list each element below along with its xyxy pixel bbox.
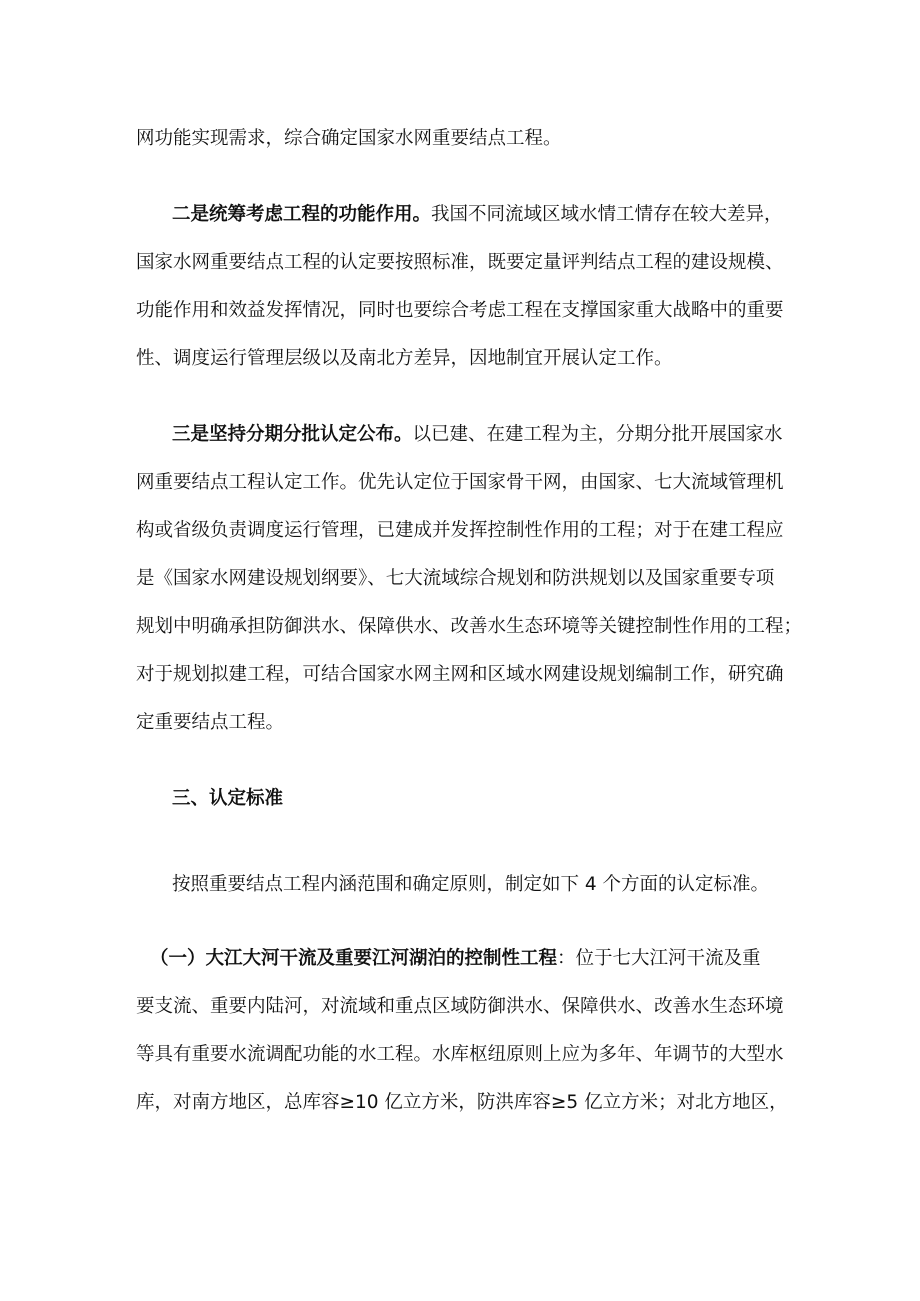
paragraph-3-line-5: 规划中明确承担防御洪水、保障供水、改善水生态环境等关键控制性作用的工程； [136, 616, 803, 637]
paragraph-5-line-4: 库，对南方地区，总库容≥10 亿立方米，防洪库容≥5 亿立方米；对北方地区， [136, 1092, 788, 1113]
paragraph-3-line-3: 构或省级负责调度运行管理，已建成并发挥控制性作用的工程；对于在建工程应 [136, 520, 784, 541]
paragraph-5-line-2: 要支流、重要内陆河，对流域和重点区域防御洪水、保障供水、改善水生态环境 [136, 996, 784, 1017]
paragraph-3-text: 以已建、在建工程为主，分期分批开展国家水 [412, 424, 783, 445]
paragraph-5-lead: （一）大江大河干流及重要江河湖泊的控制性工程 [150, 948, 558, 969]
paragraph-2-text: 我国不同流域区域水情工情存在较大差异， [431, 204, 783, 225]
paragraph-2-line-4: 性、调度运行管理层级以及南北方差异，因地制宜开展认定工作。 [136, 348, 673, 369]
paragraph-5-text: ：位于七大江河干流及重 [557, 948, 761, 969]
paragraph-3-line-4: 是《国家水网建设规划纲要》、七大流域综合规划和防洪规划以及国家重要专项 [136, 568, 775, 589]
paragraph-2-line-2: 国家水网重要结点工程的认定要按照标准，既要定量评判结点工程的建设规模、 [136, 252, 784, 273]
paragraph-3-line-6: 对于规划拟建工程，可结合国家水网主网和区域水网建设规划编制工作，研究确 [136, 664, 784, 685]
section-heading: 三、认定标准 [172, 788, 284, 809]
paragraph-4-line-1: 按照重要结点工程内涵范围和确定原则，制定如下 4 个方面的认定标准。 [172, 874, 770, 895]
paragraph-2-line-3: 功能作用和效益发挥情况，同时也要综合考虑工程在支撑国家重大战略中的重要 [136, 300, 784, 321]
paragraph-1-line-1: 网功能实现需求，综合确定国家水网重要结点工程。 [136, 128, 562, 149]
paragraph-3-line-7: 定重要结点工程。 [136, 712, 285, 733]
paragraph-2-line-1 [172, 202, 783, 228]
paragraph-2-lead: 二是统筹考虑工程的功能作用。 [172, 204, 432, 225]
paragraph-3-lead: 三是坚持分期分批认定公布。 [172, 424, 413, 445]
paragraph-3-line-1 [172, 422, 783, 448]
paragraph-5-line-1 [150, 946, 761, 972]
paragraph-3-line-2: 网重要结点工程认定工作。优先认定位于国家骨干网，由国家、七大流域管理机 [136, 472, 784, 493]
paragraph-5-line-3: 等具有重要水流调配功能的水工程。水库枢纽原则上应为多年、年调节的大型水 [136, 1044, 784, 1065]
